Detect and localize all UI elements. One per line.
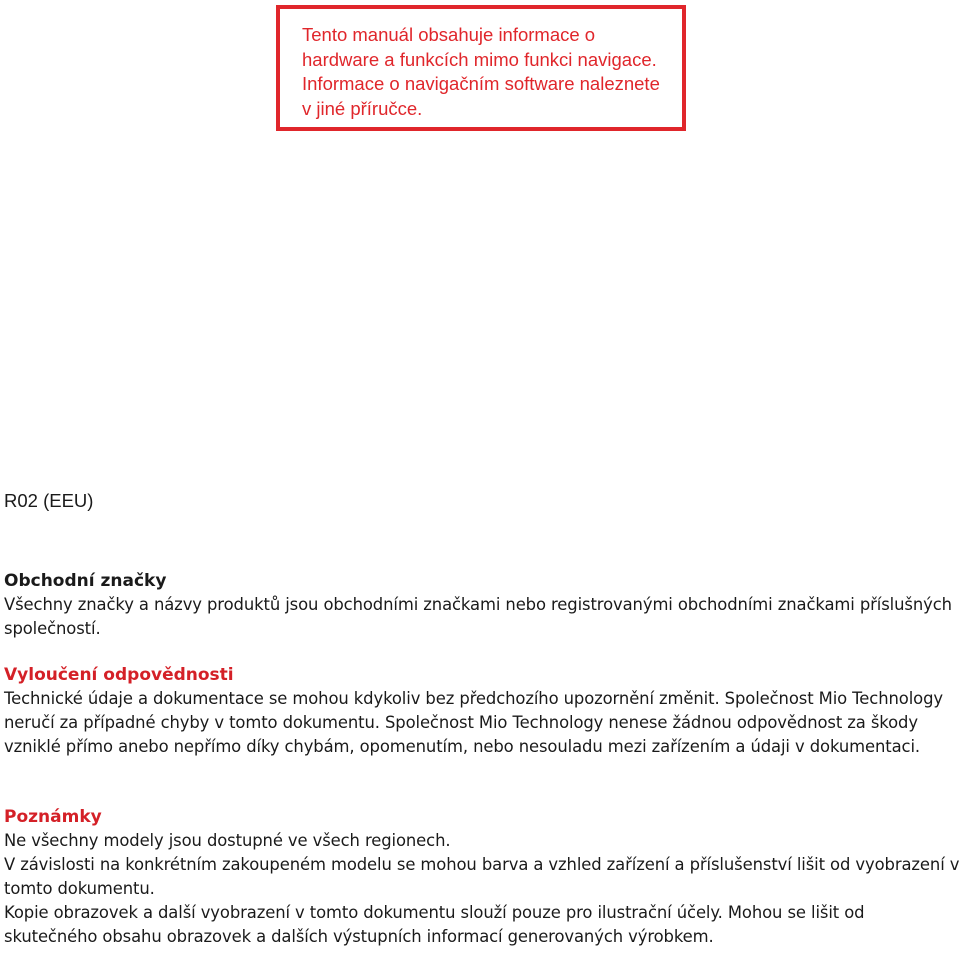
- navigation-notice-text: Tento manuál obsahuje informace o hardware a funkcích mimo funkci navigace. Informace o navigačním software naleznete v jiné příručce.: [302, 24, 660, 119]
- navigation-notice-box: [276, 5, 686, 131]
- disclaimer-section: [4, 663, 960, 759]
- trademarks-section: [4, 569, 960, 641]
- notes-paragraph: Ne všechny modely jsou dostupné ve všech regionech.: [4, 831, 451, 850]
- notes-paragraph: Kopie obrazovek a další vyobrazení v tomto dokumentu slouží pouze pro ilustrační účely. Mohou se lišit od skutečného obsahu obrazovek a dalších výstupních informací generovaných výrobkem.: [4, 903, 865, 946]
- disclaimer-heading: Vyloučení odpovědnosti: [4, 665, 234, 685]
- disclaimer-text: Technické údaje a dokumentace se mohou kdykoliv bez předchozího upozornění změnit. Společnost Mio Technology neručí za případné chyby v tomto dokumentu. Společnost Mio Technology nenese žádnou odpovědnost za škody vzniklé přímo anebo nepřímo díky chybám, opomenutím, nebo nesouladu mezi zařízením a údaji v dokumentaci.: [4, 689, 943, 756]
- notes-paragraph: V závislosti na konkrétním zakoupeném modelu se mohou barva a vzhled zařízení a příslušenství lišit od vyobrazení v tomto dokumentu.: [4, 855, 960, 898]
- document-version: R02 (EEU): [4, 490, 94, 511]
- trademarks-heading: Obchodní značky: [4, 571, 167, 591]
- trademarks-text: Všechny značky a názvy produktů jsou obchodními značkami nebo registrovanými obchodními značkami příslušných společností.: [4, 595, 952, 638]
- notes-section: [4, 805, 960, 949]
- notes-heading: Poznámky: [4, 807, 102, 827]
